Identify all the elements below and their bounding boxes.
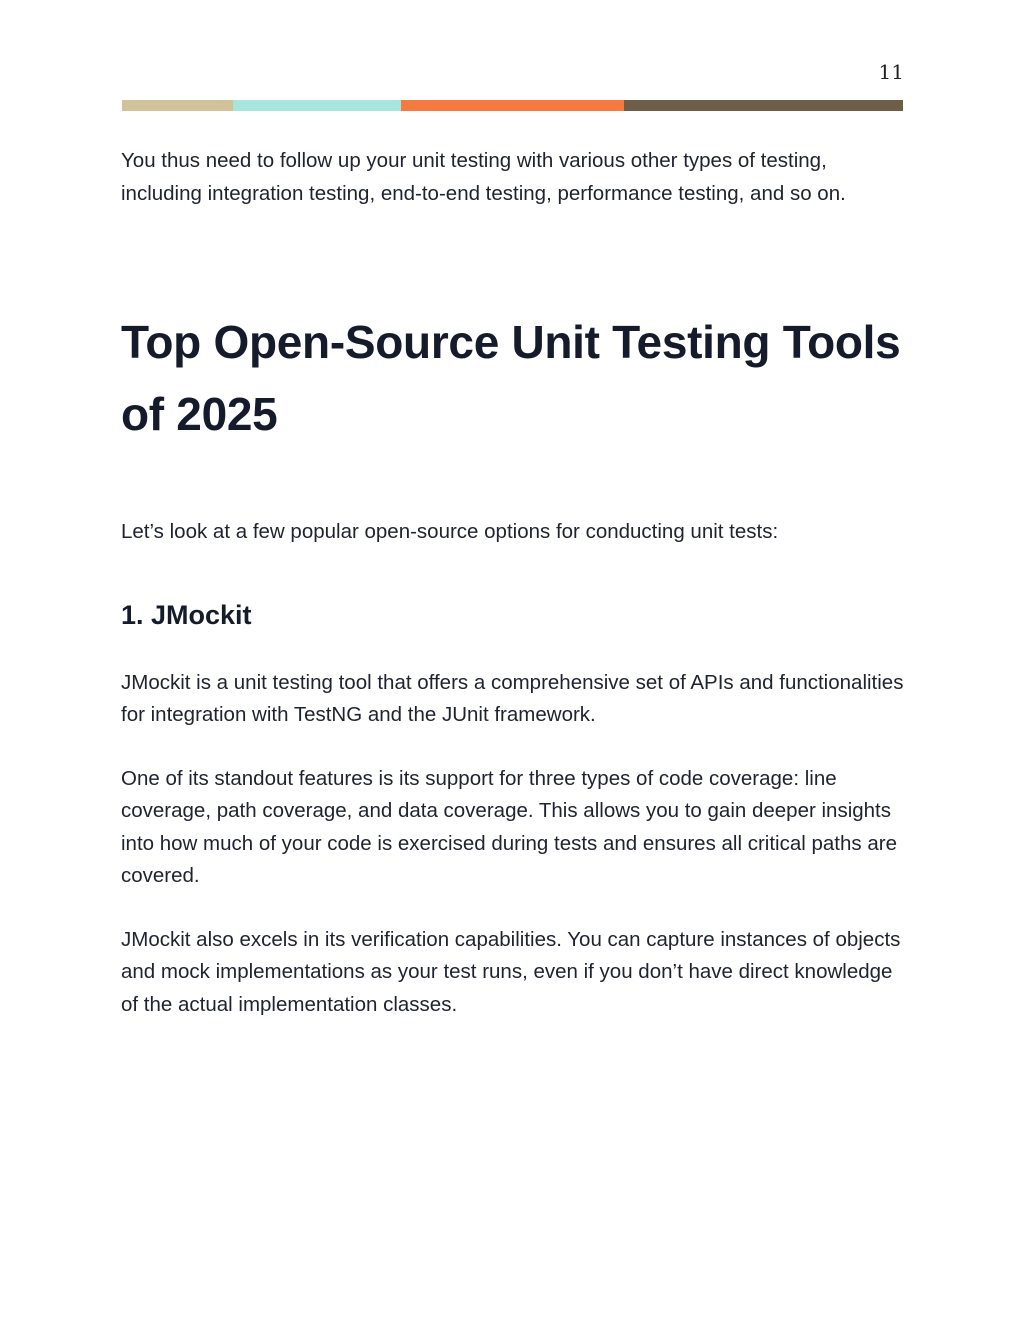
- color-bar-segment-4: [624, 100, 903, 111]
- section-lead-paragraph: Let’s look at a few popular open-source options for conducting unit tests:: [121, 520, 779, 543]
- tool-paragraph: One of its standout features is its support for three types of code coverage: line coverage, path coverage, and data coverage. This allows you to gain deeper insights into how much of your code is exercised during tests and ensures all critical paths are covered.: [121, 766, 897, 887]
- color-bar-segment-2: [233, 100, 401, 111]
- tool-paragraph: JMockit is a unit testing tool that offers a comprehensive set of APIs and functionalities for integration with TestNG and the JUnit framework.: [121, 670, 904, 726]
- header-color-bar: [122, 100, 903, 111]
- color-bar-segment-1: [122, 100, 233, 111]
- section-heading: Top Open-Source Unit Testing Tools of 2025: [121, 316, 901, 440]
- color-bar-segment-3: [401, 100, 624, 111]
- page-number: 11: [878, 60, 904, 84]
- tool-heading-jmockit: 1. JMockit: [121, 599, 252, 630]
- tool-paragraph: JMockit also excels in its verification capabilities. You can capture instances of objects and mock implementations as your test runs, even if you don’t have direct knowledge of the actual implementation classes.: [121, 927, 901, 1016]
- document-content: [121, 145, 906, 1021]
- intro-paragraph: You thus need to follow up your unit testing with various other types of testing, including integration testing, end-to-end testing, performance testing, and so on.: [121, 149, 846, 205]
